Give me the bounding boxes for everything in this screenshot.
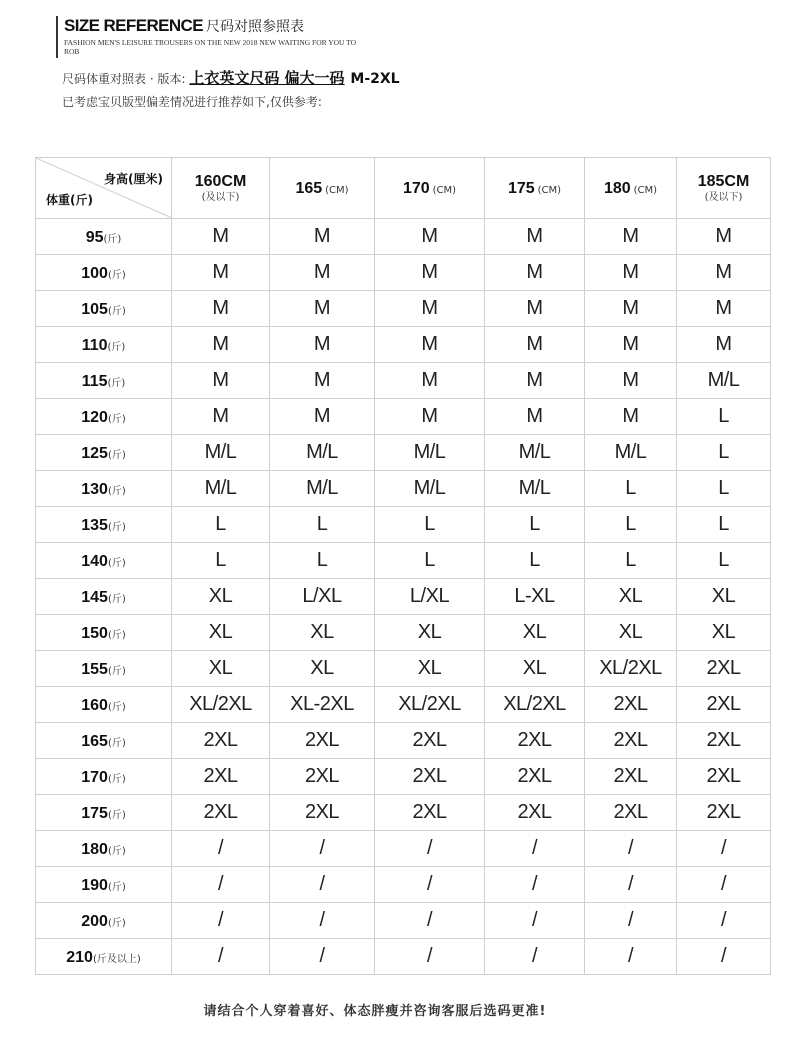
column-header xyxy=(270,158,375,219)
version-note-prefix: 尺码体重对照表 · 版本: xyxy=(62,72,186,86)
size-cell: M xyxy=(270,219,375,255)
size-cell: L/XL xyxy=(270,579,375,615)
size-cell: L xyxy=(585,543,677,579)
size-cell: XL/2XL xyxy=(172,687,270,723)
size-cell: / xyxy=(172,831,270,867)
weight-unit: (斤) xyxy=(107,377,126,389)
size-cell: XL xyxy=(677,615,771,651)
weight-value: 155 xyxy=(81,660,108,678)
weight-unit: (斤) xyxy=(107,521,126,533)
size-cell: / xyxy=(485,903,585,939)
column-header xyxy=(677,158,771,219)
size-cell: M xyxy=(585,399,677,435)
size-cell: M/L xyxy=(485,471,585,507)
size-cell: L xyxy=(270,543,375,579)
size-cell: 2XL xyxy=(485,759,585,795)
weight-unit: (斤) xyxy=(107,917,126,929)
title-english: SIZE REFERENCE xyxy=(64,16,203,35)
version-note-emphasis: 上衣英文尺码 偏大一码 xyxy=(189,69,345,87)
size-cell: / xyxy=(375,939,485,975)
height-axis-label: 身高(厘米) xyxy=(104,172,163,186)
weight-value: 165 xyxy=(81,732,108,750)
weight-value: 110 xyxy=(81,336,108,354)
size-cell: M xyxy=(375,327,485,363)
table-header-row xyxy=(36,158,771,219)
size-cell: / xyxy=(172,867,270,903)
size-cell: L xyxy=(677,435,771,471)
size-cell: L xyxy=(172,543,270,579)
size-cell: 2XL xyxy=(375,795,485,831)
size-cell: XL/2XL xyxy=(485,687,585,723)
size-cell: M xyxy=(585,219,677,255)
size-cell: M xyxy=(270,399,375,435)
weight-label xyxy=(36,723,172,759)
size-cell: / xyxy=(677,831,771,867)
column-header-value: 170 xyxy=(402,180,430,197)
weight-unit: (斤) xyxy=(107,413,126,425)
size-cell: / xyxy=(270,867,375,903)
column-header-value: 185CM xyxy=(697,172,750,190)
weight-value: 105 xyxy=(81,300,108,318)
size-cell: M xyxy=(585,255,677,291)
table-row xyxy=(36,687,771,723)
weight-label xyxy=(36,615,172,651)
column-header-value: 165 xyxy=(295,180,323,197)
size-cell: 2XL xyxy=(585,759,677,795)
table-row xyxy=(36,291,771,327)
weight-label xyxy=(36,255,172,291)
size-cell: M xyxy=(270,255,375,291)
weight-label xyxy=(36,399,172,435)
weight-value: 170 xyxy=(81,768,108,786)
size-cell: M xyxy=(677,327,771,363)
weight-label xyxy=(36,579,172,615)
size-cell: M xyxy=(270,363,375,399)
size-cell: 2XL xyxy=(485,795,585,831)
size-cell: 2XL xyxy=(677,795,771,831)
table-row xyxy=(36,219,771,255)
table-row xyxy=(36,831,771,867)
column-header-value: 160CM xyxy=(194,172,247,190)
weight-unit: (斤) xyxy=(107,773,126,785)
column-header-unit: (CM) xyxy=(432,185,457,196)
weight-value: 95 xyxy=(85,228,104,246)
size-cell: M xyxy=(485,327,585,363)
size-cell: L-XL xyxy=(485,579,585,615)
corner-diagonal-line xyxy=(36,158,172,218)
size-cell: XL xyxy=(585,579,677,615)
size-cell: M/L xyxy=(585,435,677,471)
size-cell: L xyxy=(677,507,771,543)
size-cell: L xyxy=(677,471,771,507)
column-header-note: (及以下) xyxy=(704,191,743,203)
weight-label xyxy=(36,795,172,831)
weight-unit: (斤) xyxy=(107,485,126,497)
weight-value: 100 xyxy=(81,264,108,282)
table-row xyxy=(36,327,771,363)
table-row xyxy=(36,255,771,291)
size-cell: / xyxy=(677,903,771,939)
weight-unit: (斤) xyxy=(107,701,126,713)
size-cell: M xyxy=(677,291,771,327)
weight-unit: (斤) xyxy=(107,557,126,569)
size-cell: M xyxy=(485,255,585,291)
table-row xyxy=(36,651,771,687)
size-cell: M xyxy=(375,291,485,327)
size-cell: 2XL xyxy=(677,687,771,723)
header-subtitle: FASHION MEN'S LEISURE TROUSERS ON THE NEW 2018 NEW WAITING FOR YOU TO ROB xyxy=(64,38,357,56)
weight-label xyxy=(36,219,172,255)
title-chinese: 尺码对照参照表 xyxy=(205,19,304,35)
size-cell: M xyxy=(485,291,585,327)
table-row xyxy=(36,939,771,975)
weight-label xyxy=(36,471,172,507)
size-cell: 2XL xyxy=(375,723,485,759)
size-cell: / xyxy=(485,867,585,903)
weight-value: 140 xyxy=(81,552,108,570)
weight-label xyxy=(36,363,172,399)
size-cell: 2XL xyxy=(585,687,677,723)
size-cell: 2XL xyxy=(172,759,270,795)
weight-label xyxy=(36,831,172,867)
size-table-body xyxy=(36,219,771,975)
header-title xyxy=(64,16,364,37)
weight-unit: (斤) xyxy=(107,809,126,821)
size-cell: XL xyxy=(375,651,485,687)
size-cell: M xyxy=(585,327,677,363)
size-cell: 2XL xyxy=(677,723,771,759)
size-cell: M xyxy=(585,363,677,399)
size-cell: 2XL xyxy=(485,723,585,759)
size-cell: M xyxy=(585,291,677,327)
weight-unit: (斤) xyxy=(107,629,126,641)
size-cell: 2XL xyxy=(585,723,677,759)
weight-value: 210 xyxy=(66,948,93,966)
size-cell: XL xyxy=(375,615,485,651)
weight-value: 150 xyxy=(81,624,108,642)
version-note-sizes: M-2XL xyxy=(350,71,400,87)
column-header-note: (及以下) xyxy=(201,191,240,203)
weight-unit: (斤) xyxy=(107,449,126,461)
size-cell: M xyxy=(375,255,485,291)
table-row xyxy=(36,867,771,903)
size-cell: / xyxy=(270,939,375,975)
size-cell: XL xyxy=(270,651,375,687)
weight-axis-label: 体重(斤) xyxy=(46,193,93,207)
size-cell: / xyxy=(172,903,270,939)
size-cell: 2XL xyxy=(270,723,375,759)
weight-label xyxy=(36,543,172,579)
size-cell: / xyxy=(677,867,771,903)
size-cell: / xyxy=(375,831,485,867)
size-cell: 2XL xyxy=(585,795,677,831)
weight-unit: (斤) xyxy=(107,269,126,281)
table-row xyxy=(36,615,771,651)
size-cell: M/L xyxy=(677,363,771,399)
table-row xyxy=(36,507,771,543)
weight-value: 160 xyxy=(81,696,108,714)
size-cell: L xyxy=(485,543,585,579)
size-cell: M xyxy=(172,255,270,291)
weight-unit: (斤及以上) xyxy=(92,953,141,965)
size-cell: L xyxy=(677,543,771,579)
size-cell: XL xyxy=(485,615,585,651)
weight-value: 190 xyxy=(81,876,108,894)
weight-label xyxy=(36,435,172,471)
size-cell: XL/2XL xyxy=(585,651,677,687)
weight-value: 180 xyxy=(81,840,108,858)
weight-value: 130 xyxy=(81,480,108,498)
table-row xyxy=(36,723,771,759)
size-cell: / xyxy=(585,831,677,867)
size-cell: M xyxy=(677,219,771,255)
size-cell: XL-2XL xyxy=(270,687,375,723)
size-cell: XL xyxy=(585,615,677,651)
table-row xyxy=(36,399,771,435)
size-cell: / xyxy=(375,867,485,903)
size-cell: XL xyxy=(485,651,585,687)
size-cell: / xyxy=(375,903,485,939)
size-cell: / xyxy=(270,903,375,939)
weight-unit: (斤) xyxy=(107,881,126,893)
size-cell: 2XL xyxy=(375,759,485,795)
size-cell: XL xyxy=(172,579,270,615)
column-header-value: 180 xyxy=(603,180,631,197)
size-cell: M xyxy=(677,255,771,291)
size-cell: L xyxy=(270,507,375,543)
size-cell: M xyxy=(172,399,270,435)
weight-label xyxy=(36,867,172,903)
column-header-value: 175 xyxy=(507,180,535,197)
size-cell: M/L xyxy=(485,435,585,471)
column-header-unit: (CM) xyxy=(325,185,349,196)
size-cell: M/L xyxy=(270,471,375,507)
recommendation-note: 已考虑宝贝版型偏差情况进行推荐如下,仅供参考: xyxy=(62,95,322,109)
size-table xyxy=(35,157,771,975)
size-cell: M xyxy=(270,327,375,363)
size-cell: M xyxy=(172,363,270,399)
weight-unit: (斤) xyxy=(107,845,126,857)
weight-label xyxy=(36,651,172,687)
weight-value: 120 xyxy=(81,408,108,426)
size-cell: L/XL xyxy=(375,579,485,615)
table-row xyxy=(36,903,771,939)
column-header xyxy=(585,158,677,219)
size-cell: XL/2XL xyxy=(375,687,485,723)
weight-unit: (斤) xyxy=(107,737,126,749)
size-cell: M xyxy=(485,399,585,435)
weight-value: 115 xyxy=(81,372,108,390)
size-cell: 2XL xyxy=(677,759,771,795)
weight-value: 175 xyxy=(81,804,108,822)
weight-label xyxy=(36,903,172,939)
weight-label xyxy=(36,291,172,327)
size-cell: M xyxy=(375,399,485,435)
table-row xyxy=(36,759,771,795)
weight-unit: (斤) xyxy=(107,593,126,605)
weight-unit: (斤) xyxy=(107,665,126,677)
column-header xyxy=(375,158,485,219)
size-cell: L xyxy=(375,507,485,543)
table-row xyxy=(36,363,771,399)
size-cell: XL xyxy=(172,615,270,651)
size-cell: M xyxy=(172,219,270,255)
weight-value: 135 xyxy=(81,516,108,534)
table-row xyxy=(36,471,771,507)
size-cell: / xyxy=(585,903,677,939)
table-row xyxy=(36,579,771,615)
size-cell: 2XL xyxy=(172,795,270,831)
table-row xyxy=(36,543,771,579)
weight-label xyxy=(36,939,172,975)
version-note xyxy=(62,68,400,89)
table-row xyxy=(36,795,771,831)
weight-label xyxy=(36,327,172,363)
size-cell: M/L xyxy=(375,471,485,507)
size-cell: XL xyxy=(270,615,375,651)
size-cell: / xyxy=(585,939,677,975)
size-cell: / xyxy=(677,939,771,975)
size-cell: L xyxy=(585,471,677,507)
size-cell: M xyxy=(172,291,270,327)
column-header-unit: (CM) xyxy=(633,185,658,196)
size-cell: L xyxy=(375,543,485,579)
size-cell: L xyxy=(585,507,677,543)
column-header-unit: (CM) xyxy=(537,185,562,196)
weight-value: 145 xyxy=(81,588,108,606)
size-cell: / xyxy=(485,831,585,867)
weight-unit: (斤) xyxy=(107,305,126,317)
size-cell: L xyxy=(677,399,771,435)
size-cell: M/L xyxy=(172,435,270,471)
column-header xyxy=(172,158,270,219)
column-header xyxy=(485,158,585,219)
size-cell: / xyxy=(270,831,375,867)
weight-value: 200 xyxy=(81,912,108,930)
size-cell: M xyxy=(375,219,485,255)
size-cell: XL xyxy=(677,579,771,615)
size-cell: L xyxy=(172,507,270,543)
size-cell: M/L xyxy=(270,435,375,471)
weight-unit: (斤) xyxy=(103,233,122,245)
size-cell: M xyxy=(485,219,585,255)
size-cell: 2XL xyxy=(270,759,375,795)
size-cell: L xyxy=(485,507,585,543)
size-cell: M/L xyxy=(172,471,270,507)
table-row xyxy=(36,435,771,471)
weight-label xyxy=(36,507,172,543)
size-cell: 2XL xyxy=(677,651,771,687)
size-cell: / xyxy=(585,867,677,903)
size-cell: M xyxy=(375,363,485,399)
size-cell: 2XL xyxy=(270,795,375,831)
size-cell: / xyxy=(485,939,585,975)
weight-label xyxy=(36,759,172,795)
weight-label xyxy=(36,687,172,723)
weight-value: 125 xyxy=(81,444,108,462)
size-cell: M xyxy=(485,363,585,399)
size-cell: / xyxy=(172,939,270,975)
footer-note: 请结合个人穿着喜好、体态胖瘦并咨询客服后选码更准! xyxy=(203,1004,547,1019)
size-cell: M xyxy=(270,291,375,327)
table-corner-cell xyxy=(36,158,172,219)
size-cell: M/L xyxy=(375,435,485,471)
weight-unit: (斤) xyxy=(107,341,126,353)
size-cell: 2XL xyxy=(172,723,270,759)
size-cell: M xyxy=(172,327,270,363)
size-cell: XL xyxy=(172,651,270,687)
page-header xyxy=(56,16,364,58)
